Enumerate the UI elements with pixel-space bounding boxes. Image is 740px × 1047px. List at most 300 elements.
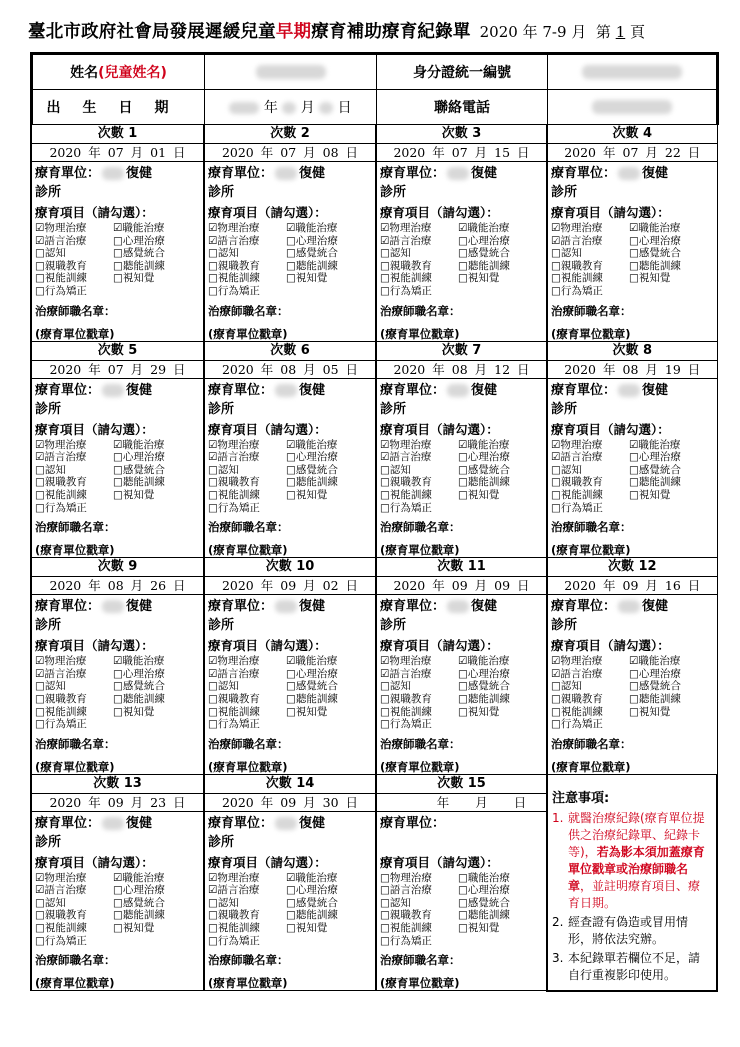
- empty-box-icon[interactable]: □: [458, 476, 468, 489]
- therapy-option[interactable]: [113, 235, 200, 248]
- checked-box-icon[interactable]: ☑: [35, 667, 45, 680]
- empty-box-icon[interactable]: □: [286, 488, 296, 501]
- therapy-option[interactable]: [458, 222, 543, 235]
- therapy-option[interactable]: [286, 464, 372, 477]
- therapy-option[interactable]: [113, 247, 200, 260]
- therapy-option[interactable]: [286, 272, 372, 285]
- empty-box-icon[interactable]: □: [35, 272, 45, 285]
- therapy-option[interactable]: [113, 272, 200, 285]
- therapy-option[interactable]: [35, 451, 113, 464]
- empty-box-icon[interactable]: □: [113, 488, 123, 501]
- empty-box-icon[interactable]: □: [380, 909, 390, 922]
- checked-box-icon[interactable]: ☑: [208, 451, 218, 464]
- empty-box-icon[interactable]: □: [380, 284, 390, 297]
- empty-box-icon[interactable]: □: [380, 501, 390, 514]
- therapy-option[interactable]: [113, 439, 200, 452]
- empty-box-icon[interactable]: □: [35, 896, 45, 909]
- empty-box-icon[interactable]: □: [629, 463, 639, 476]
- therapy-option[interactable]: [208, 272, 286, 285]
- checked-box-icon[interactable]: ☑: [286, 222, 296, 234]
- empty-box-icon[interactable]: □: [113, 247, 123, 260]
- checked-box-icon[interactable]: ☑: [380, 438, 390, 451]
- therapy-option[interactable]: [458, 668, 543, 681]
- empty-box-icon[interactable]: □: [35, 284, 45, 297]
- therapy-option[interactable]: [380, 909, 458, 922]
- therapy-option[interactable]: [35, 222, 113, 235]
- therapy-option[interactable]: [113, 884, 200, 897]
- checked-box-icon[interactable]: ☑: [458, 655, 468, 668]
- checked-box-icon[interactable]: ☑: [286, 871, 296, 884]
- therapy-option[interactable]: [380, 272, 458, 285]
- therapy-option[interactable]: [458, 260, 543, 273]
- therapy-option[interactable]: [35, 464, 113, 477]
- name-field[interactable]: [205, 54, 377, 90]
- therapy-option[interactable]: [629, 655, 714, 668]
- therapy-option[interactable]: [35, 502, 113, 515]
- empty-box-icon[interactable]: □: [551, 705, 561, 718]
- therapy-option[interactable]: [380, 668, 458, 681]
- therapy-option[interactable]: [286, 909, 372, 922]
- empty-box-icon[interactable]: □: [551, 259, 561, 272]
- empty-box-icon[interactable]: □: [629, 247, 639, 260]
- checked-box-icon[interactable]: ☑: [629, 438, 639, 451]
- therapy-option[interactable]: [286, 476, 372, 489]
- therapy-option[interactable]: [458, 489, 543, 502]
- therapy-option[interactable]: [380, 489, 458, 502]
- dob-field[interactable]: 年 月 日: [205, 90, 377, 125]
- therapy-option[interactable]: [208, 680, 286, 693]
- empty-box-icon[interactable]: □: [286, 922, 296, 935]
- therapy-option[interactable]: [208, 260, 286, 273]
- therapy-option[interactable]: [629, 247, 714, 260]
- therapy-option[interactable]: [551, 693, 629, 706]
- therapy-option[interactable]: [458, 451, 543, 464]
- therapy-option[interactable]: [286, 706, 372, 719]
- checked-box-icon[interactable]: ☑: [458, 222, 468, 234]
- therapy-option[interactable]: [208, 476, 286, 489]
- therapy-option[interactable]: [208, 922, 286, 935]
- empty-box-icon[interactable]: □: [35, 680, 45, 693]
- therapy-option[interactable]: [35, 260, 113, 273]
- therapy-option[interactable]: [113, 706, 200, 719]
- therapy-option[interactable]: [35, 922, 113, 935]
- empty-box-icon[interactable]: □: [208, 692, 218, 705]
- empty-box-icon[interactable]: □: [458, 922, 468, 935]
- therapy-option[interactable]: [380, 897, 458, 910]
- empty-box-icon[interactable]: □: [208, 934, 218, 947]
- empty-box-icon[interactable]: □: [35, 705, 45, 718]
- empty-box-icon[interactable]: □: [551, 284, 561, 297]
- therapy-option[interactable]: [35, 668, 113, 681]
- empty-box-icon[interactable]: □: [208, 909, 218, 922]
- therapy-option[interactable]: [380, 884, 458, 897]
- therapy-option[interactable]: [380, 718, 458, 731]
- therapy-option[interactable]: [35, 706, 113, 719]
- therapy-option[interactable]: [286, 439, 372, 452]
- therapy-option[interactable]: [35, 476, 113, 489]
- checked-box-icon[interactable]: ☑: [208, 438, 218, 451]
- therapy-option[interactable]: [286, 489, 372, 502]
- empty-box-icon[interactable]: □: [208, 259, 218, 272]
- empty-box-icon[interactable]: □: [629, 259, 639, 272]
- empty-box-icon[interactable]: □: [208, 272, 218, 285]
- therapy-option[interactable]: [551, 668, 629, 681]
- therapy-option[interactable]: [208, 718, 286, 731]
- empty-box-icon[interactable]: □: [551, 718, 561, 731]
- empty-box-icon[interactable]: □: [286, 705, 296, 718]
- empty-box-icon[interactable]: □: [551, 692, 561, 705]
- therapy-option[interactable]: [380, 680, 458, 693]
- therapy-option[interactable]: [380, 476, 458, 489]
- therapy-option[interactable]: [286, 451, 372, 464]
- therapy-option[interactable]: [208, 489, 286, 502]
- therapy-option[interactable]: [551, 489, 629, 502]
- empty-box-icon[interactable]: □: [208, 247, 218, 260]
- therapy-option[interactable]: [286, 668, 372, 681]
- checked-box-icon[interactable]: ☑: [551, 438, 561, 451]
- therapy-option[interactable]: [286, 247, 372, 260]
- empty-box-icon[interactable]: □: [286, 896, 296, 909]
- therapy-option[interactable]: [286, 235, 372, 248]
- empty-box-icon[interactable]: □: [208, 718, 218, 731]
- checked-box-icon[interactable]: ☑: [380, 451, 390, 464]
- empty-box-icon[interactable]: □: [458, 247, 468, 260]
- therapy-option[interactable]: [551, 476, 629, 489]
- therapy-option[interactable]: [208, 935, 286, 948]
- therapy-option[interactable]: [35, 935, 113, 948]
- therapy-option[interactable]: [458, 909, 543, 922]
- empty-box-icon[interactable]: □: [208, 680, 218, 693]
- empty-box-icon[interactable]: □: [458, 909, 468, 922]
- checked-box-icon[interactable]: ☑: [113, 655, 123, 668]
- therapy-option[interactable]: [113, 693, 200, 706]
- empty-box-icon[interactable]: □: [458, 705, 468, 718]
- checked-box-icon[interactable]: ☑: [35, 438, 45, 451]
- checked-box-icon[interactable]: ☑: [551, 451, 561, 464]
- therapy-option[interactable]: [629, 668, 714, 681]
- therapy-option[interactable]: [113, 680, 200, 693]
- therapy-option[interactable]: [286, 872, 372, 885]
- therapy-option[interactable]: [629, 489, 714, 502]
- therapy-option[interactable]: [113, 476, 200, 489]
- empty-box-icon[interactable]: □: [208, 922, 218, 935]
- empty-box-icon[interactable]: □: [113, 259, 123, 272]
- therapy-option[interactable]: [35, 655, 113, 668]
- checked-box-icon[interactable]: ☑: [113, 222, 123, 234]
- checked-box-icon[interactable]: ☑: [380, 667, 390, 680]
- therapy-option[interactable]: [35, 272, 113, 285]
- empty-box-icon[interactable]: □: [551, 680, 561, 693]
- empty-box-icon[interactable]: □: [380, 476, 390, 489]
- empty-box-icon[interactable]: □: [113, 234, 123, 247]
- empty-box-icon[interactable]: □: [458, 680, 468, 693]
- therapy-option[interactable]: [35, 718, 113, 731]
- checked-box-icon[interactable]: ☑: [551, 222, 561, 234]
- therapy-option[interactable]: [551, 502, 629, 515]
- therapy-option[interactable]: [208, 909, 286, 922]
- empty-box-icon[interactable]: □: [458, 692, 468, 705]
- empty-box-icon[interactable]: □: [113, 451, 123, 464]
- therapy-option[interactable]: [380, 706, 458, 719]
- empty-box-icon[interactable]: □: [35, 718, 45, 731]
- empty-box-icon[interactable]: □: [458, 463, 468, 476]
- therapy-option[interactable]: [551, 655, 629, 668]
- therapy-option[interactable]: [35, 909, 113, 922]
- empty-box-icon[interactable]: □: [551, 476, 561, 489]
- therapy-option[interactable]: [629, 693, 714, 706]
- empty-box-icon[interactable]: □: [286, 692, 296, 705]
- empty-box-icon[interactable]: □: [208, 284, 218, 297]
- therapy-option[interactable]: [458, 693, 543, 706]
- therapy-option[interactable]: [208, 247, 286, 260]
- empty-box-icon[interactable]: □: [35, 934, 45, 947]
- therapy-option[interactable]: [380, 451, 458, 464]
- therapy-option[interactable]: [286, 693, 372, 706]
- empty-box-icon[interactable]: □: [629, 451, 639, 464]
- empty-box-icon[interactable]: □: [35, 501, 45, 514]
- therapy-option[interactable]: [286, 884, 372, 897]
- therapy-option[interactable]: [208, 502, 286, 515]
- therapy-option[interactable]: [458, 872, 543, 885]
- empty-box-icon[interactable]: □: [380, 463, 390, 476]
- therapy-option[interactable]: [208, 706, 286, 719]
- empty-box-icon[interactable]: □: [113, 680, 123, 693]
- therapy-option[interactable]: [35, 680, 113, 693]
- therapy-option[interactable]: [113, 489, 200, 502]
- therapy-option[interactable]: [380, 285, 458, 298]
- checked-box-icon[interactable]: ☑: [380, 222, 390, 234]
- checked-box-icon[interactable]: ☑: [208, 884, 218, 897]
- therapy-option[interactable]: [35, 897, 113, 910]
- empty-box-icon[interactable]: □: [113, 476, 123, 489]
- empty-box-icon[interactable]: □: [286, 234, 296, 247]
- therapy-option[interactable]: [551, 247, 629, 260]
- empty-box-icon[interactable]: □: [208, 476, 218, 489]
- empty-box-icon[interactable]: □: [458, 451, 468, 464]
- therapy-option[interactable]: [380, 235, 458, 248]
- empty-box-icon[interactable]: □: [113, 909, 123, 922]
- checked-box-icon[interactable]: ☑: [35, 655, 45, 668]
- empty-box-icon[interactable]: □: [208, 488, 218, 501]
- empty-box-icon[interactable]: □: [113, 922, 123, 935]
- therapy-option[interactable]: [458, 235, 543, 248]
- empty-box-icon[interactable]: □: [286, 884, 296, 897]
- empty-box-icon[interactable]: □: [380, 718, 390, 731]
- therapy-option[interactable]: [380, 502, 458, 515]
- therapy-option[interactable]: [458, 464, 543, 477]
- therapy-option[interactable]: [629, 222, 714, 235]
- empty-box-icon[interactable]: □: [286, 247, 296, 260]
- therapy-option[interactable]: [551, 718, 629, 731]
- therapy-option[interactable]: [208, 668, 286, 681]
- therapy-option[interactable]: [629, 235, 714, 248]
- therapy-option[interactable]: [113, 872, 200, 885]
- therapy-option[interactable]: [286, 655, 372, 668]
- empty-box-icon[interactable]: □: [380, 871, 390, 884]
- empty-box-icon[interactable]: □: [458, 272, 468, 285]
- therapy-option[interactable]: [458, 706, 543, 719]
- checked-box-icon[interactable]: ☑: [286, 655, 296, 668]
- empty-box-icon[interactable]: □: [113, 463, 123, 476]
- empty-box-icon[interactable]: □: [551, 488, 561, 501]
- checked-box-icon[interactable]: ☑: [458, 438, 468, 451]
- empty-box-icon[interactable]: □: [458, 259, 468, 272]
- therapy-option[interactable]: [380, 935, 458, 948]
- therapy-option[interactable]: [113, 260, 200, 273]
- therapy-option[interactable]: [380, 872, 458, 885]
- checked-box-icon[interactable]: ☑: [208, 667, 218, 680]
- empty-box-icon[interactable]: □: [35, 692, 45, 705]
- empty-box-icon[interactable]: □: [113, 692, 123, 705]
- empty-box-icon[interactable]: □: [208, 705, 218, 718]
- empty-box-icon[interactable]: □: [208, 463, 218, 476]
- empty-box-icon[interactable]: □: [629, 272, 639, 285]
- therapy-option[interactable]: [286, 222, 372, 235]
- therapy-option[interactable]: [551, 222, 629, 235]
- empty-box-icon[interactable]: □: [286, 667, 296, 680]
- checked-box-icon[interactable]: ☑: [551, 234, 561, 247]
- empty-box-icon[interactable]: □: [286, 451, 296, 464]
- therapy-option[interactable]: [458, 897, 543, 910]
- therapy-option[interactable]: [551, 235, 629, 248]
- checked-box-icon[interactable]: ☑: [629, 222, 639, 234]
- empty-box-icon[interactable]: □: [35, 463, 45, 476]
- empty-box-icon[interactable]: □: [35, 247, 45, 260]
- therapy-option[interactable]: [35, 693, 113, 706]
- empty-box-icon[interactable]: □: [286, 259, 296, 272]
- therapy-option[interactable]: [35, 247, 113, 260]
- empty-box-icon[interactable]: □: [35, 909, 45, 922]
- therapy-option[interactable]: [458, 272, 543, 285]
- empty-box-icon[interactable]: □: [458, 488, 468, 501]
- empty-box-icon[interactable]: □: [380, 247, 390, 260]
- empty-box-icon[interactable]: □: [458, 871, 468, 884]
- id-field[interactable]: [548, 54, 718, 90]
- empty-box-icon[interactable]: □: [629, 680, 639, 693]
- empty-box-icon[interactable]: □: [551, 501, 561, 514]
- therapy-option[interactable]: [380, 260, 458, 273]
- empty-box-icon[interactable]: □: [35, 488, 45, 501]
- empty-box-icon[interactable]: □: [458, 234, 468, 247]
- therapy-option[interactable]: [286, 897, 372, 910]
- therapy-option[interactable]: [35, 489, 113, 502]
- empty-box-icon[interactable]: □: [458, 884, 468, 897]
- therapy-option[interactable]: [208, 439, 286, 452]
- therapy-option[interactable]: [208, 451, 286, 464]
- therapy-option[interactable]: [458, 884, 543, 897]
- empty-box-icon[interactable]: □: [629, 476, 639, 489]
- checked-box-icon[interactable]: ☑: [35, 884, 45, 897]
- checked-box-icon[interactable]: ☑: [208, 222, 218, 234]
- empty-box-icon[interactable]: □: [113, 884, 123, 897]
- therapy-option[interactable]: [458, 922, 543, 935]
- empty-box-icon[interactable]: □: [551, 247, 561, 260]
- checked-box-icon[interactable]: ☑: [551, 655, 561, 668]
- empty-box-icon[interactable]: □: [629, 667, 639, 680]
- therapy-option[interactable]: [458, 476, 543, 489]
- therapy-option[interactable]: [458, 247, 543, 260]
- therapy-option[interactable]: [380, 655, 458, 668]
- therapy-option[interactable]: [629, 464, 714, 477]
- therapy-option[interactable]: [113, 897, 200, 910]
- empty-box-icon[interactable]: □: [380, 884, 390, 897]
- empty-box-icon[interactable]: □: [35, 922, 45, 935]
- therapy-option[interactable]: [35, 884, 113, 897]
- therapy-option[interactable]: [208, 693, 286, 706]
- empty-box-icon[interactable]: □: [380, 922, 390, 935]
- empty-box-icon[interactable]: □: [380, 692, 390, 705]
- checked-box-icon[interactable]: ☑: [380, 655, 390, 668]
- therapy-option[interactable]: [629, 451, 714, 464]
- checked-box-icon[interactable]: ☑: [551, 667, 561, 680]
- therapy-option[interactable]: [551, 464, 629, 477]
- empty-box-icon[interactable]: □: [629, 234, 639, 247]
- empty-box-icon[interactable]: □: [208, 501, 218, 514]
- therapy-option[interactable]: [208, 464, 286, 477]
- phone-field[interactable]: [548, 90, 718, 125]
- checked-box-icon[interactable]: ☑: [35, 871, 45, 884]
- therapy-option[interactable]: [551, 285, 629, 298]
- therapy-option[interactable]: [113, 668, 200, 681]
- therapy-option[interactable]: [208, 285, 286, 298]
- checked-box-icon[interactable]: ☑: [35, 222, 45, 234]
- therapy-option[interactable]: [629, 272, 714, 285]
- empty-box-icon[interactable]: □: [286, 476, 296, 489]
- therapy-option[interactable]: [551, 272, 629, 285]
- empty-box-icon[interactable]: □: [380, 934, 390, 947]
- therapy-option[interactable]: [551, 680, 629, 693]
- empty-box-icon[interactable]: □: [380, 680, 390, 693]
- empty-box-icon[interactable]: □: [380, 896, 390, 909]
- therapy-option[interactable]: [380, 247, 458, 260]
- checked-box-icon[interactable]: ☑: [208, 234, 218, 247]
- therapy-option[interactable]: [286, 922, 372, 935]
- empty-box-icon[interactable]: □: [629, 705, 639, 718]
- empty-box-icon[interactable]: □: [35, 259, 45, 272]
- therapy-option[interactable]: [208, 235, 286, 248]
- therapy-option[interactable]: [113, 464, 200, 477]
- therapy-option[interactable]: [380, 693, 458, 706]
- empty-box-icon[interactable]: □: [113, 272, 123, 285]
- therapy-option[interactable]: [35, 285, 113, 298]
- therapy-option[interactable]: [551, 260, 629, 273]
- therapy-option[interactable]: [380, 439, 458, 452]
- therapy-option[interactable]: [629, 260, 714, 273]
- empty-box-icon[interactable]: □: [35, 476, 45, 489]
- checked-box-icon[interactable]: ☑: [208, 871, 218, 884]
- therapy-option[interactable]: [35, 439, 113, 452]
- checked-box-icon[interactable]: ☑: [629, 655, 639, 668]
- therapy-option[interactable]: [629, 680, 714, 693]
- therapy-option[interactable]: [380, 464, 458, 477]
- therapy-option[interactable]: [286, 260, 372, 273]
- therapy-option[interactable]: [113, 922, 200, 935]
- therapy-option[interactable]: [35, 872, 113, 885]
- therapy-option[interactable]: [629, 439, 714, 452]
- empty-box-icon[interactable]: □: [380, 259, 390, 272]
- checked-box-icon[interactable]: ☑: [35, 451, 45, 464]
- therapy-option[interactable]: [113, 655, 200, 668]
- empty-box-icon[interactable]: □: [458, 667, 468, 680]
- empty-box-icon[interactable]: □: [380, 488, 390, 501]
- empty-box-icon[interactable]: □: [286, 680, 296, 693]
- checked-box-icon[interactable]: ☑: [113, 871, 123, 884]
- therapy-option[interactable]: [208, 884, 286, 897]
- therapy-option[interactable]: [380, 922, 458, 935]
- empty-box-icon[interactable]: □: [113, 667, 123, 680]
- checked-box-icon[interactable]: ☑: [380, 234, 390, 247]
- therapy-option[interactable]: [629, 476, 714, 489]
